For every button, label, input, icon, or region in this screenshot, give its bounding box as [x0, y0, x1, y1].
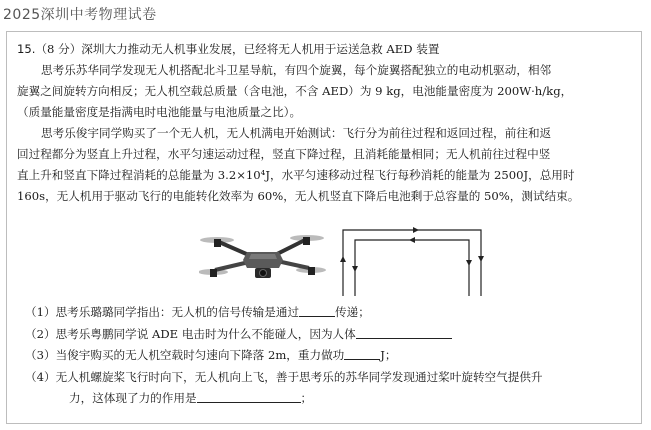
question-number: 15.: [17, 42, 36, 56]
question-line-6: 回过程都分为竖直上升过程，水平匀速运动过程，竖直下降过程，且消耗能量相同；无人机前往过程中竖: [17, 147, 551, 161]
subquestion-1: [25, 302, 629, 324]
subquestion-4-suffix: ；: [300, 391, 313, 405]
subquestion-1-suffix: 传递；: [335, 305, 370, 319]
subquestion-1-text: （1）思考乐璐璐同学指出：无人机的信号传输是通过: [25, 305, 300, 319]
answer-blank-1[interactable]: [299, 304, 335, 317]
answer-blank-2[interactable]: [356, 326, 452, 339]
subquestion-4-text-cont: 力，这体现了力的作用是: [69, 391, 197, 405]
answer-blank-3[interactable]: [344, 347, 380, 360]
question-line-8: 160s，无人机用于驱动飞行的电能转化效率为 60%，无人机竖直下降后电池剩于总容量的 50%，测试结束。: [17, 189, 580, 203]
subquestion-3: [25, 345, 629, 367]
question-line-2: 思考乐苏华同学发现无人机搭配北斗卫星导航，有四个旋翼，每个旋翼搭配独立的电动机驱动，相邻: [41, 63, 552, 77]
question-line-4: （质量能量密度是指满电时电池能量与电池质量之比）。: [17, 105, 302, 119]
subquestion-3-text: （3）当俊宇购买的无人机空载时匀速向下降落 2m，重力做功: [25, 348, 345, 362]
subquestion-2-text: （2）思考乐粤鹏同学说 ADE 电击时为什么不能碰人，因为人体: [25, 326, 356, 341]
subquestion-4-text: （4）无人机螺旋桨飞行时向下，无人机向上飞，善于思考乐的苏华同学发现通过桨叶旋转空气提供升: [25, 369, 543, 384]
question-line-5: 思考乐俊宇同学购买了一个无人机，无人机满电开始测试：飞行分为前往过程和返回过程，前往和返: [41, 126, 552, 140]
question-line-7: 直上升和竖直下降过程消耗的总能量为 3.2×10⁴J，水平匀速移动过程飞行每秒消耗的能量为 2500J，总用时: [17, 168, 575, 182]
subquestion-4-continued: [25, 388, 629, 410]
subquestion-list: [25, 302, 629, 410]
question-line-3: 旋翼之间旋转方向相反；无人机空载总质量（含电池，不含 AED）为 9 kg，电池能量密度为 200W·h/kg，: [17, 84, 573, 98]
question-frame: [6, 31, 642, 424]
question-text: （8 分）深圳大力推动无人机事业发展，已经将无人机用于运送急救 AED 装置: [35, 42, 440, 56]
flight-path-diagram: [339, 226, 489, 298]
answer-blank-4[interactable]: [197, 390, 301, 403]
quadcopter-drone-icon: [199, 226, 327, 290]
subquestion-4: [25, 367, 629, 389]
question-body: [17, 39, 629, 207]
subquestion-2: [25, 324, 629, 346]
subquestion-3-suffix: J；: [380, 348, 397, 362]
page-title: 2025深圳中考物理试卷: [3, 7, 157, 23]
question-line-1: [17, 39, 629, 60]
